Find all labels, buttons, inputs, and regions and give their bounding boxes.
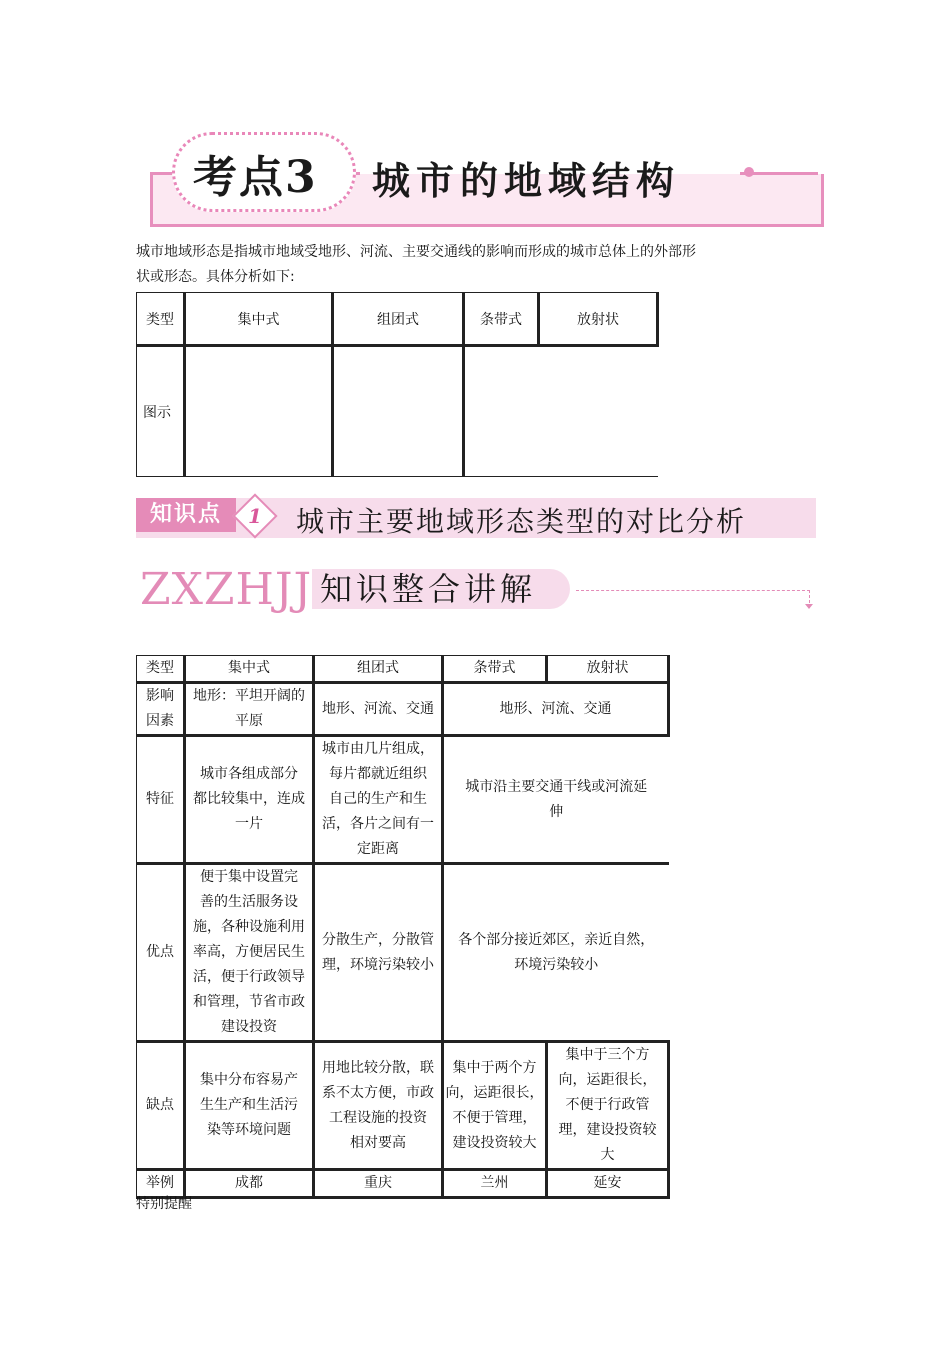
table-row: [137, 736, 669, 864]
cell-line: 建设投资较大: [452, 1134, 537, 1151]
table-row: [137, 1042, 669, 1170]
diagram-cell: [464, 346, 658, 477]
diagram-cell: [333, 346, 464, 477]
table-cell: 延安: [547, 1170, 669, 1198]
table-row: [137, 293, 658, 346]
knowledge-point-tag: 知识点: [136, 498, 236, 532]
header-cell: 条带式: [443, 656, 547, 683]
special-note: 特别提醒: [136, 1196, 192, 1212]
row-label: 特征: [137, 736, 185, 864]
table-cell: [185, 864, 314, 1042]
diagram-table: [136, 292, 659, 477]
cell-line: 染等环境问题: [207, 1122, 291, 1138]
section-header: [140, 132, 822, 228]
header-cell: 类型: [137, 293, 185, 346]
integration-header: [136, 564, 818, 620]
cell-line: 自己的生产和生: [329, 791, 427, 807]
table-cell: [185, 736, 314, 864]
cell-line: 活，便于行政领导: [193, 969, 305, 985]
table-cell: 兰州: [443, 1170, 547, 1198]
cell-line: 伸: [549, 803, 564, 820]
intro-line-2: 状或形态。具体分析如下:: [136, 269, 295, 285]
cell-line: 率高，方便居民生: [193, 944, 305, 960]
header-cell: 集中式: [185, 293, 333, 346]
cell-line: 便于集中设置完: [200, 869, 298, 885]
cell-line: 定距离: [357, 841, 399, 857]
row-label: [137, 683, 185, 736]
table-cell: 地形、河流、交通: [443, 683, 669, 736]
table-cell: [547, 1042, 669, 1170]
table-row: [137, 656, 669, 683]
cell-line: 不便于管理，: [452, 1109, 537, 1126]
knowledge-point-header: [136, 498, 816, 538]
cell-line: 向，运距很长，: [445, 1084, 544, 1101]
knowledge-point-title: 城市主要地域形态类型的对比分析: [296, 505, 747, 538]
cell-line: 城市各组成部分: [200, 766, 298, 782]
table-cell: [185, 1042, 314, 1170]
row-label-line: 影响: [146, 688, 174, 704]
cell-line: 环境污染较小: [514, 956, 599, 973]
cell-line: 建设投资: [221, 1019, 277, 1035]
intro-line-1: 城市地域形态是指城市地域受地形、河流、主要交通线的影响而形成的城市总体上的外部形: [136, 244, 696, 260]
diagram-cell: [185, 346, 333, 477]
row-label: 缺点: [137, 1042, 185, 1170]
section-badge: [172, 132, 356, 212]
cell-line: 地形：平坦开阔的: [193, 688, 305, 704]
table-row: [137, 864, 669, 1042]
table-cell: [314, 1042, 443, 1170]
header-cell: 集中式: [185, 656, 314, 683]
table-cell: [185, 683, 314, 736]
integration-title: 知识整合讲解: [320, 570, 537, 608]
row-label-line: 因素: [146, 713, 174, 729]
table-cell: 成都: [185, 1170, 314, 1198]
header-cell: 类型: [137, 656, 185, 683]
arrow-down-icon: [805, 604, 813, 609]
section-badge-text: 考点3: [193, 152, 318, 203]
cell-line: 和管理，节省市政: [193, 994, 305, 1010]
table-row: [137, 346, 658, 477]
knowledge-point-number-badge: [232, 493, 277, 538]
header-cell: 放射状: [547, 656, 669, 683]
header-dot: [744, 167, 754, 177]
table-cell: [314, 736, 443, 864]
integration-latin: ZXZHJJ: [140, 564, 313, 615]
cell-line: 善的生活服务设: [200, 894, 298, 910]
dashed-line: [576, 590, 810, 591]
table-cell: 重庆: [314, 1170, 443, 1198]
cell-line: 一片: [235, 816, 263, 832]
cell-line: 城市沿主要交通干线或河流延: [465, 778, 648, 795]
cell-line: 平原: [235, 713, 263, 729]
cell-line: 工程设施的投资: [329, 1109, 427, 1126]
cell-line: 每片都就近组织: [329, 766, 427, 782]
row-label: 优点: [137, 864, 185, 1042]
table-cell: [443, 1042, 547, 1170]
table-row: [137, 1170, 669, 1198]
cell-line: 用地比较分散，联: [322, 1059, 434, 1076]
integration-pill: [312, 569, 570, 609]
cell-line: 不便于行政管: [565, 1097, 650, 1113]
table-cell: [314, 864, 443, 1042]
cell-line: 都比较集中，连成: [193, 791, 305, 807]
table-cell: 地形、河流、交通: [314, 683, 443, 736]
cell-line: 集中于两个方: [452, 1059, 537, 1076]
cell-line: 各个部分接近郊区，亲近自然，: [458, 931, 655, 948]
cell-line: 城市由几片组成，: [322, 741, 434, 757]
header-cell: 组团式: [333, 293, 464, 346]
cell-line: 施，各种设施利用: [193, 919, 305, 935]
cell-line: 理，建设投资较: [558, 1122, 657, 1138]
header-cell: 组团式: [314, 656, 443, 683]
cell-line: 集中于三个方: [565, 1047, 650, 1063]
knowledge-point-number: 1: [248, 504, 262, 528]
header-cell: 条带式: [464, 293, 539, 346]
table-cell: [443, 864, 669, 1042]
cell-line: 集中分布容易产: [200, 1072, 298, 1088]
cell-line: 理，环境污染较小: [322, 956, 434, 973]
row-label: 图示: [137, 346, 185, 477]
section-title: 城市的地域结构: [372, 159, 681, 203]
cell-line: 分散生产，分散管: [322, 931, 434, 948]
cell-line: 相对要高: [350, 1134, 406, 1151]
cell-line: 系不太方便，市政: [322, 1084, 434, 1101]
row-label: 举例: [137, 1170, 185, 1198]
header-cell: 放射状: [539, 293, 658, 346]
cell-line: 生生产和生活污: [200, 1097, 298, 1113]
intro-paragraph: [136, 240, 756, 290]
comparison-table: [136, 655, 670, 1199]
table-row: [137, 683, 669, 736]
table-cell: [443, 736, 669, 864]
cell-line: 大: [600, 1147, 615, 1163]
cell-line: 活，各片之间有一: [322, 816, 434, 832]
cell-line: 向，运距很长，: [558, 1072, 657, 1088]
